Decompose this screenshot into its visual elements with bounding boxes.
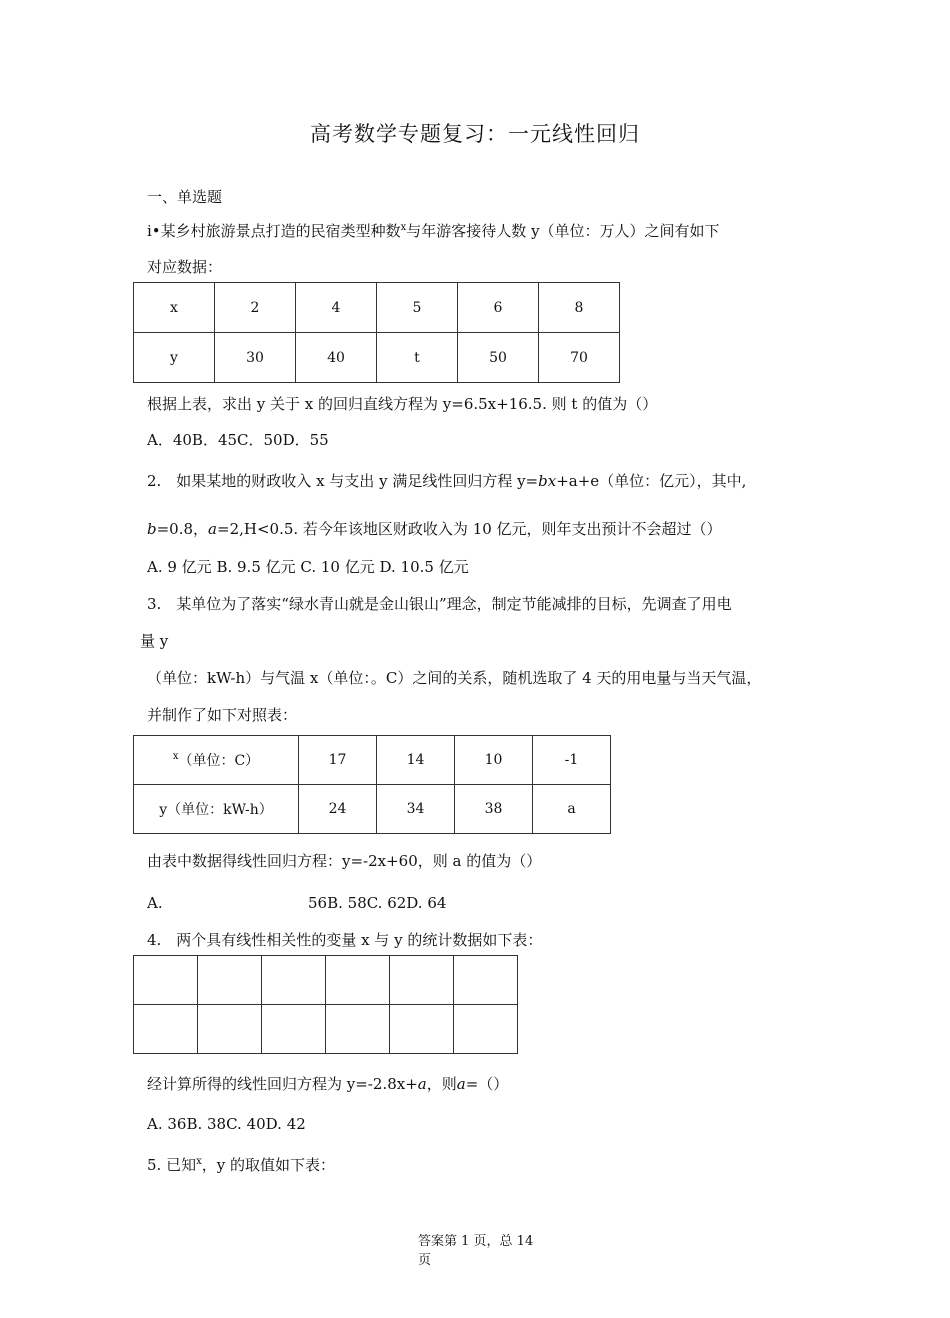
q2-line1-a: 2. 如果某地的财政收入 x 与支出 y 满足线性回归方程 y= xyxy=(147,472,539,490)
q4-cell xyxy=(198,956,262,1005)
q1-cell: 50 xyxy=(458,333,539,383)
q3-row1-header-sup: x xyxy=(172,751,179,762)
q1-cell: 40 xyxy=(296,333,377,383)
q5-line-b: ，y 的取值如下表： xyxy=(201,1156,335,1174)
q3-cell: 14 xyxy=(377,736,455,785)
q1-cell: 5 xyxy=(377,283,458,333)
q3-cell: 38 xyxy=(455,785,533,834)
q4-cell xyxy=(134,1005,198,1054)
q3-cell: 24 xyxy=(299,785,377,834)
page-footer xyxy=(418,1230,533,1268)
q5-line xyxy=(147,1154,335,1175)
q1-cell: 4 xyxy=(296,283,377,333)
q3-cell: 34 xyxy=(377,785,455,834)
q4-cell xyxy=(390,1005,454,1054)
q3-row1-header-text: （单位：C） xyxy=(178,753,260,769)
q1-stem: 根据上表，求出 y 关于 x 的回归直线方程为 y=6.5x+16.5. 则 t 的值为（） xyxy=(147,395,658,413)
q4-stem-b: a xyxy=(417,1075,427,1093)
q3-line2: 量 y xyxy=(140,632,169,650)
q3-line1: 3. 某单位为了落实“绿水青山就是金山银山”理念，制定节能减排的目标，先调查了用电 xyxy=(147,595,732,613)
q3-options-label: A. xyxy=(147,894,163,912)
q3-stem: 由表中数据得线性回归方程：y=-2x+60，则 a 的值为（） xyxy=(147,852,542,870)
q4-stem-d: a xyxy=(456,1075,466,1093)
footer-line2: 页 xyxy=(418,1253,432,1268)
q4-cell xyxy=(134,956,198,1005)
q2-line2-c: a xyxy=(208,520,217,538)
q2-line1-b: bx xyxy=(538,472,557,490)
q1-cell: t xyxy=(377,333,458,383)
section-heading: 一、单选题 xyxy=(147,188,223,206)
q4-cell xyxy=(198,1005,262,1054)
q4-stem-a: 经计算所得的线性回归方程为 y=-2.8x+ xyxy=(147,1075,418,1093)
footer-line1: 答案第 1 页，总 14 xyxy=(418,1234,534,1249)
q4-options: A. 36B. 38C. 40D. 42 xyxy=(147,1115,306,1133)
q4-stem-e: =（） xyxy=(465,1075,509,1093)
q1-cell: x xyxy=(134,283,215,333)
q2-line2-a: b xyxy=(147,520,157,538)
q1-cell: 2 xyxy=(215,283,296,333)
q1-cell: 30 xyxy=(215,333,296,383)
q4-cell xyxy=(326,1005,390,1054)
q1-line2: 对应数据： xyxy=(147,258,223,276)
q3-options: 56B. 58C. 62D. 64 xyxy=(308,894,447,912)
q1-table xyxy=(133,282,620,383)
q5-line-sup: x xyxy=(196,1156,202,1167)
q1-options: A．40B．45C．50D．55 xyxy=(147,431,329,449)
q1-cell: 8 xyxy=(539,283,620,333)
q4-table xyxy=(133,955,518,1054)
q2-line2 xyxy=(147,518,722,539)
q2-options: A. 9 亿元 B. 9.5 亿元 C. 10 亿元 D. 10.5 亿元 xyxy=(147,558,469,576)
q3-line3: （单位：kW-h）与气温 x（单位：。C）之间的关系，随机选取了 4 天的用电量与当天气温， xyxy=(147,669,762,687)
q1-line1-prefix: i•某乡村旅游景点打造的民宿类型种数 xyxy=(147,222,401,240)
q4-cell xyxy=(262,956,326,1005)
q3-cell: 10 xyxy=(455,736,533,785)
page-title: 高考数学专题复习：一元线性回归 xyxy=(310,122,640,146)
q4-line1: 4. 两个具有线性相关性的变量 x 与 y 的统计数据如下表： xyxy=(147,931,543,949)
q4-cell xyxy=(262,1005,326,1054)
q1-line1 xyxy=(147,220,720,241)
q3-line4: 并制作了如下对照表： xyxy=(147,706,298,724)
q4-stem-c: ，则 xyxy=(426,1075,457,1093)
q4-stem xyxy=(147,1073,508,1094)
q3-row1-header xyxy=(134,736,299,785)
q2-line1-c: +a+e（单位：亿元），其中, xyxy=(556,472,747,490)
q3-cell: -1 xyxy=(533,736,611,785)
q5-line-a: 5. 已知 xyxy=(147,1156,197,1174)
q4-cell xyxy=(454,956,518,1005)
q2-line2-b: =0.8， xyxy=(156,520,209,538)
q2-line1 xyxy=(147,470,746,491)
q1-line1-sup: x xyxy=(400,222,407,233)
q3-cell: a xyxy=(533,785,611,834)
q4-cell xyxy=(326,956,390,1005)
q1-cell: y xyxy=(134,333,215,383)
q1-cell: 6 xyxy=(458,283,539,333)
q1-cell: 70 xyxy=(539,333,620,383)
q4-cell xyxy=(454,1005,518,1054)
q3-cell: 17 xyxy=(299,736,377,785)
q2-line2-d: =2,H<0.5. 若今年该地区财政收入为 10 亿元，则年支出预计不会超过（） xyxy=(217,520,722,538)
q3-table xyxy=(133,735,611,834)
q4-cell xyxy=(390,956,454,1005)
q3-row2-header: y（单位：kW-h） xyxy=(134,785,299,834)
q1-line1-suffix: 与年游客接待人数 y（单位：万人）之间有如下 xyxy=(406,222,720,240)
